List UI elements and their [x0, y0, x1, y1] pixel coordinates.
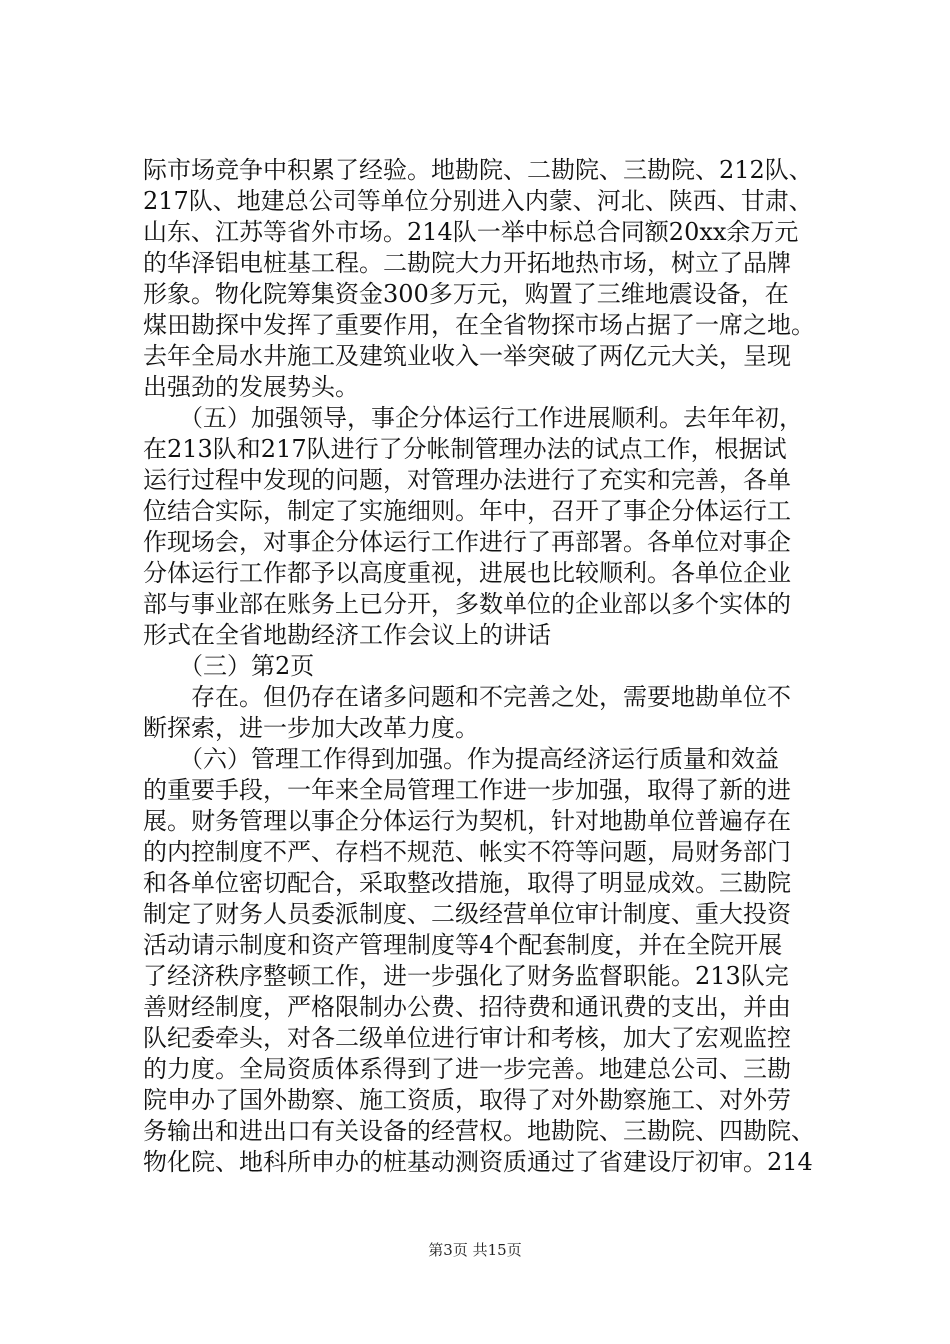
- text-line: 展。财务管理以事企分体运行为契机，针对地勘单位普遍存在: [143, 807, 791, 835]
- text-line: 断探索，进一步加大改革力度。: [143, 714, 479, 742]
- text-line: 院申办了国外勘察、施工资质，取得了对外勘察施工、对外劳: [143, 1086, 791, 1114]
- text-line: 的内控制度不严、存档不规范、帐实不符等问题，局财务部门: [143, 838, 791, 866]
- text-line: 位结合实际，制定了实施细则。年中，召开了事企分体运行工: [143, 497, 791, 525]
- text-line: （三）第2页: [143, 652, 315, 680]
- text-line: 山东、江苏等省外市场。214队一举中标总合同额20xx余万元: [143, 218, 799, 246]
- text-line: 分体运行工作都予以高度重视，进展也比较顺利。各单位企业: [143, 559, 791, 587]
- text-line: 形象。物化院筹集资金300多万元，购置了三维地震设备，在: [143, 280, 789, 308]
- text-line: 的华泽铝电桩基工程。二勘院大力开拓地热市场，树立了品牌: [143, 249, 791, 277]
- text-line: 物化院、地科所申办的桩基动测资质通过了省建设厅初审。214: [143, 1148, 813, 1176]
- text-line: 去年全局水井施工及建筑业收入一举突破了两亿元大关，呈现: [143, 342, 791, 370]
- text-line: （五）加强领导，事企分体运行工作进展顺利。去年年初，: [143, 404, 803, 432]
- text-line: 善财经制度，严格限制办公费、招待费和通讯费的支出，并由: [143, 993, 791, 1021]
- text-line: 作现场会，对事企分体运行工作进行了再部署。各单位对事企: [143, 528, 791, 556]
- body-text: [143, 155, 833, 1178]
- text-line: 的重要手段，一年来全局管理工作进一步加强，取得了新的进: [143, 776, 791, 804]
- text-line: 际市场竞争中积累了经验。地勘院、二勘院、三勘院、212队、: [143, 156, 813, 184]
- text-line: 出强劲的发展势头。: [143, 373, 359, 401]
- text-line: 队纪委牵头，对各二级单位进行审计和考核，加大了宏观监控: [143, 1024, 791, 1052]
- text-line: 务输出和进出口有关设备的经营权。地勘院、三勘院、四勘院、: [143, 1117, 815, 1145]
- text-line: 制定了财务人员委派制度、二级经营单位审计制度、重大投资: [143, 900, 791, 928]
- text-line: 煤田勘探中发挥了重要作用，在全省物探市场占据了一席之地。: [143, 311, 815, 339]
- page-number-footer: 第3页 共15页: [428, 1241, 522, 1259]
- text-line: 部与事业部在账务上已分开，多数单位的企业部以多个实体的: [143, 590, 791, 618]
- text-line: 活动请示制度和资产管理制度等4个配套制度，并在全院开展: [143, 931, 783, 959]
- text-line: 的力度。全局资质体系得到了进一步完善。地建总公司、三勘: [143, 1055, 791, 1083]
- text-line: 了经济秩序整顿工作，进一步强化了财务监督职能。213队完: [143, 962, 789, 990]
- text-line: 217队、地建总公司等单位分别进入内蒙、河北、陕西、甘肃、: [143, 187, 813, 215]
- text-line: 形式在全省地勘经济工作会议上的讲话: [143, 621, 551, 649]
- text-line: （六）管理工作得到加强。作为提高经济运行质量和效益: [143, 745, 779, 773]
- text-line: 和各单位密切配合，采取整改措施，取得了明显成效。三勘院: [143, 869, 791, 897]
- text-line: 存在。但仍存在诸多问题和不完善之处，需要地勘单位不: [143, 683, 791, 711]
- text-line: 运行过程中发现的问题，对管理办法进行了充实和完善，各单: [143, 466, 791, 494]
- text-line: 在213队和217队进行了分帐制管理办法的试点工作，根据试: [143, 435, 787, 463]
